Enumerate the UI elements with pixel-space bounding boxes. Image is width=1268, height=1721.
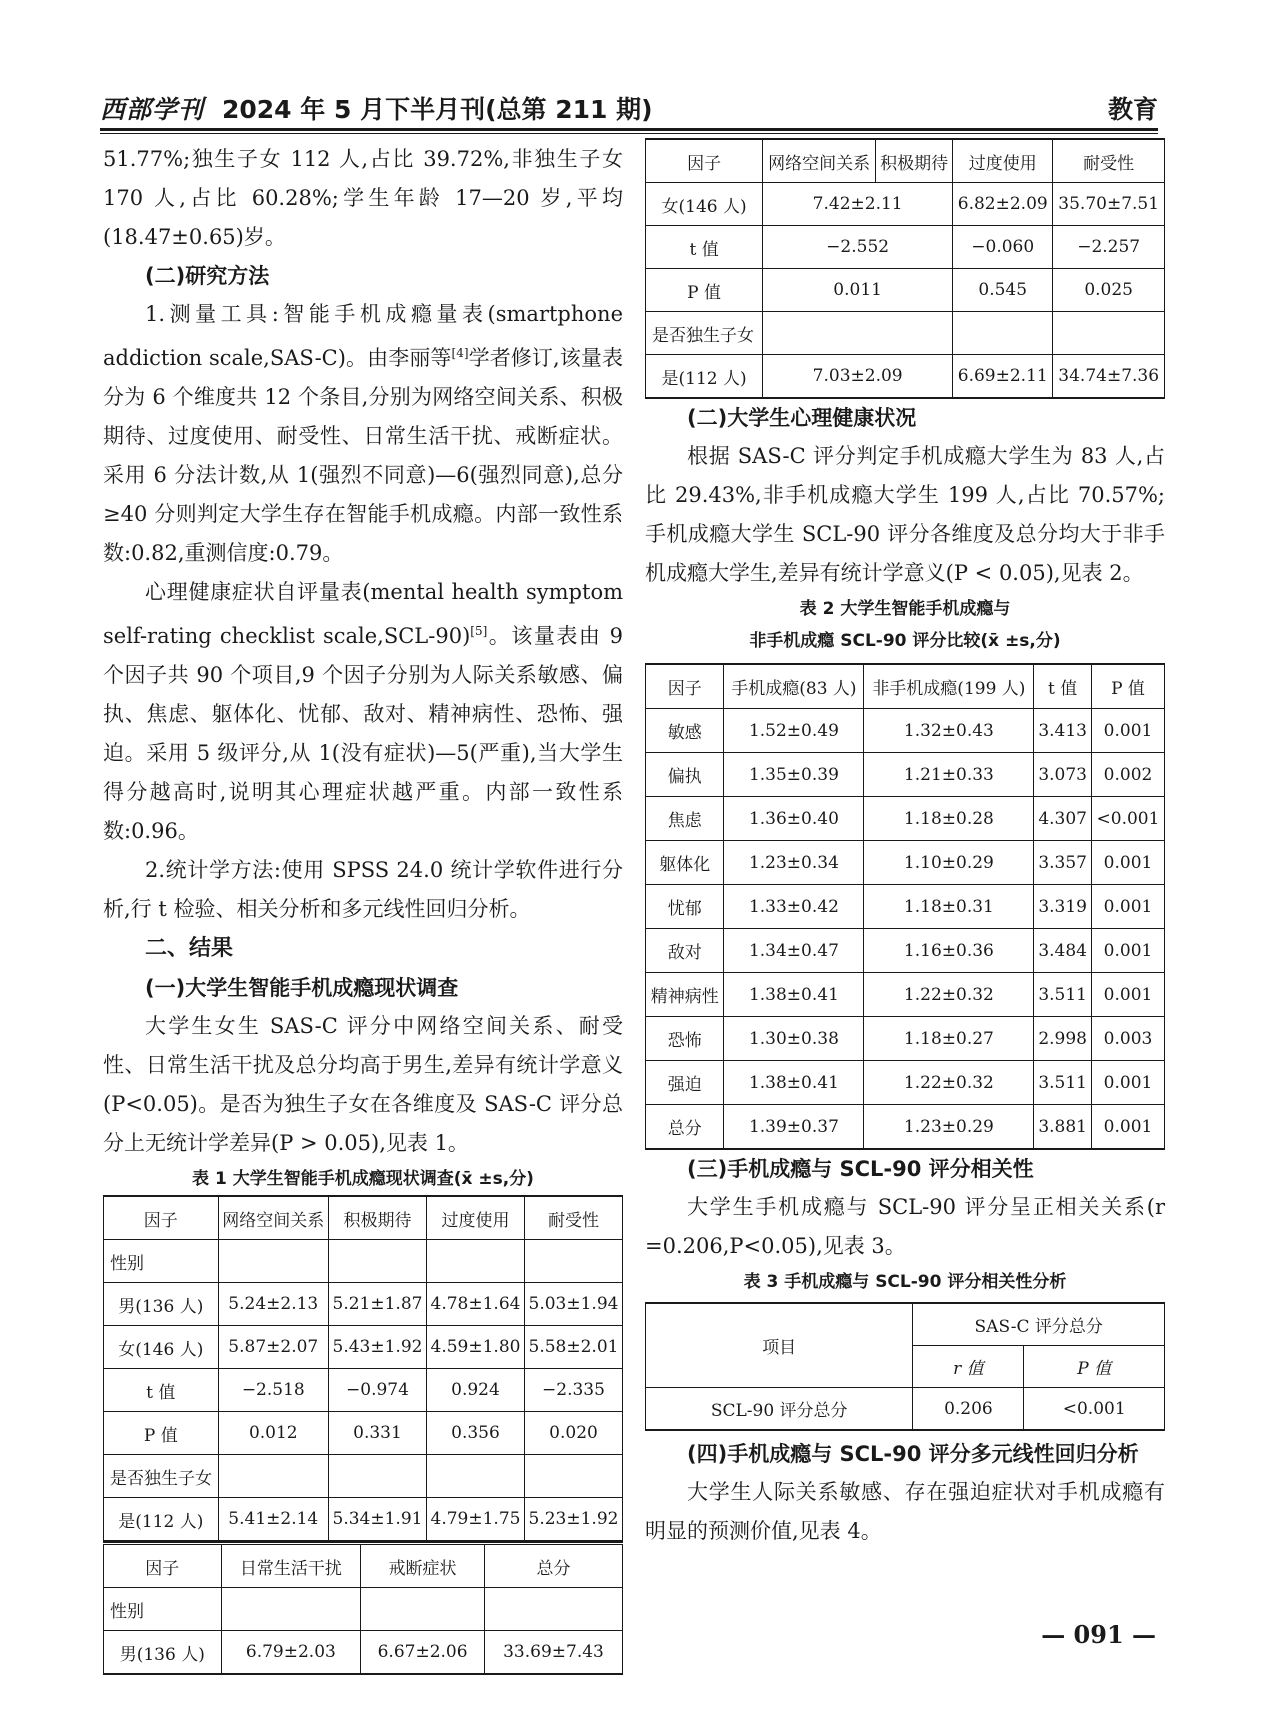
table-cell: 1.33±0.42 [724, 885, 864, 929]
table-header-cell: P 值 [1091, 664, 1164, 709]
table-cell: 偏执 [646, 753, 724, 797]
table-cell [361, 1588, 485, 1631]
table-cell: 1.18±0.31 [864, 885, 1034, 929]
table-cell: 2.998 [1034, 1017, 1092, 1061]
table1 [103, 1195, 623, 1542]
table-header-cell: 网络空间关系 [763, 139, 876, 183]
issue-info: 2024 年 5 月下半月刊(总第 211 期) [222, 95, 653, 124]
table-cell: 焦虑 [646, 797, 724, 841]
table-row [646, 709, 1165, 753]
table-cell: 忧郁 [646, 885, 724, 929]
table-cell: 7.42±2.11 [763, 183, 953, 226]
table-cell: 1.38±0.41 [724, 1061, 864, 1105]
paragraph: 根据 SAS-C 评分判定手机成瘾大学生为 83 人,占比 29.43%,非手机成瘾大学生 199 人,占比 70.57%;手机成瘾大学生 SCL-90 评分各维度及总分均大于非手机成瘾大学生,差异有统计学意义(P < 0.05),见表 2。 [645, 444, 1165, 585]
table-cell: 精神病性 [646, 973, 724, 1017]
table-row [104, 1412, 623, 1455]
table-cell: 1.39±0.37 [724, 1105, 864, 1150]
paragraph: 心理健康症状自评量表(mental health symptom self-rating checklist scale,SCL-90)[5]。该量表由 9 个因子共 90 个项目,9 个因子分别为人际关系敏感、偏执、焦虑、躯体化、忧郁、敌对、精神病性、恐怖、强迫。采用 5 级评分,从 1(没有症状)—5(严重),当大学生得分越高时,说明其心理症状越严重。内部一致性系数:0.96。 [103, 580, 623, 843]
table-cell: −2.518 [218, 1369, 328, 1412]
table-cell: 0.924 [426, 1369, 524, 1412]
table-cell: 1.18±0.27 [864, 1017, 1034, 1061]
table-row [104, 1631, 623, 1675]
table-cell: 0.003 [1091, 1017, 1164, 1061]
table-cell: 1.36±0.40 [724, 797, 864, 841]
table-cell: 6.67±2.06 [361, 1631, 485, 1675]
section-heading: 二、结果 [145, 936, 234, 961]
table-cell: 0.356 [426, 1412, 524, 1455]
table-cell: 1.52±0.49 [724, 709, 864, 753]
journal-logo: 西部学刊 [100, 95, 205, 124]
table-cell: 3.881 [1034, 1105, 1092, 1150]
table-cell: P 值 [1024, 1346, 1165, 1388]
table-cell: 总分 [646, 1105, 724, 1150]
table-cell: SCL-90 评分总分 [646, 1388, 913, 1431]
table-cell: 5.43±1.92 [328, 1326, 426, 1369]
table-row [646, 753, 1165, 797]
table-cell: 4.78±1.64 [426, 1283, 524, 1326]
table-cell: 1.23±0.34 [724, 841, 864, 885]
table-header-cell: 因子 [104, 1544, 222, 1588]
table-cell [218, 1240, 328, 1283]
table-cell: 0.001 [1091, 1061, 1164, 1105]
page-number: — 091 — [1041, 1620, 1156, 1649]
table-row [104, 1369, 623, 1412]
table-cell: 1.30±0.38 [724, 1017, 864, 1061]
table-row [646, 929, 1165, 973]
table-row [646, 797, 1165, 841]
table-cell: 3.511 [1034, 1061, 1092, 1105]
table-cell: 0.206 [913, 1388, 1024, 1431]
table-cell: 35.70±7.51 [1053, 183, 1165, 226]
table-cell: 女(146 人) [646, 183, 763, 226]
table-cell: 男(136 人) [104, 1631, 222, 1675]
page-header [100, 86, 1158, 126]
table-cell: 项目 [646, 1303, 913, 1388]
paragraph: 大学生女生 SAS-C 评分中网络空间关系、耐受性、日常生活干扰及总分均高于男生,差异有统计学意义(P<0.05)。是否为独生子女在各维度及 SAS-C 评分总分上无统计学差异(P > 0.05),见表 1。 [103, 1014, 623, 1155]
subsection-heading: (三)手机成瘾与 SCL-90 评分相关性 [687, 1157, 1034, 1181]
table-header-cell: 日常生活干扰 [221, 1544, 361, 1588]
table-cell [524, 1455, 622, 1498]
table-cell: 0.002 [1091, 753, 1164, 797]
table-cell: 敌对 [646, 929, 724, 973]
right-column [645, 138, 1165, 1551]
table-cell: 性别 [104, 1240, 219, 1283]
table-cell: 0.025 [1053, 269, 1165, 312]
table-cell: 性别 [104, 1588, 222, 1631]
table-cell: 1.10±0.29 [864, 841, 1034, 885]
table-header-cell: 过度使用 [953, 139, 1053, 183]
table-cell: 1.34±0.47 [724, 929, 864, 973]
table-row [646, 269, 1165, 312]
table-cell: −0.974 [328, 1369, 426, 1412]
table-header-cell: 总分 [485, 1544, 623, 1588]
table-cell: 躯体化 [646, 841, 724, 885]
table-row [646, 1105, 1165, 1150]
citation: [5] [470, 624, 488, 638]
table-cell: −2.552 [763, 226, 953, 269]
table-cell: 是否独生子女 [646, 312, 763, 355]
table-cell: 0.001 [1091, 841, 1164, 885]
table-header-cell: 过度使用 [426, 1196, 524, 1240]
table-cell: 4.307 [1034, 797, 1092, 841]
table-cell: 33.69±7.43 [485, 1631, 623, 1675]
header-rule [100, 128, 1158, 131]
table-cell [328, 1240, 426, 1283]
table-cell: 0.012 [218, 1412, 328, 1455]
table-cell: 1.22±0.32 [864, 1061, 1034, 1105]
table-cell: 5.23±1.92 [524, 1498, 622, 1542]
table-cell [485, 1588, 623, 1631]
table-header-cell: 积极期待 [328, 1196, 426, 1240]
table-row [646, 355, 1165, 399]
table-cell [763, 312, 953, 355]
table-cell: t 值 [646, 226, 763, 269]
table-cell: 敏感 [646, 709, 724, 753]
table-cell [953, 312, 1053, 355]
table3 [645, 1302, 1165, 1431]
subsection-heading: (四)手机成瘾与 SCL-90 评分多元线性回归分析 [687, 1442, 1139, 1466]
table-cell: 5.34±1.91 [328, 1498, 426, 1542]
table-cell: t 值 [104, 1369, 219, 1412]
table-cell: 5.58±2.01 [524, 1326, 622, 1369]
table-cell: SAS-C 评分总分 [913, 1303, 1165, 1346]
table-row [646, 973, 1165, 1017]
table-cell: 0.001 [1091, 709, 1164, 753]
table-cell [426, 1455, 524, 1498]
table-cell [1053, 312, 1165, 355]
table-header-cell: 积极期待 [876, 139, 953, 183]
table-header-cell: 因子 [646, 139, 763, 183]
table-cell: 3.073 [1034, 753, 1092, 797]
table-cell: 4.79±1.75 [426, 1498, 524, 1542]
table-cell: 0.001 [1091, 1105, 1164, 1150]
table3-caption: 表 3 手机成瘾与 SCL-90 评分相关性分析 [743, 1272, 1067, 1292]
table-cell: 6.79±2.03 [221, 1631, 361, 1675]
table-cell: 3.511 [1034, 973, 1092, 1017]
table-cell [218, 1455, 328, 1498]
section-heading: (二)研究方法 [145, 264, 270, 288]
table-cell: 1.18±0.28 [864, 797, 1034, 841]
table-cell: 1.23±0.29 [864, 1105, 1034, 1150]
table2-caption-line2: 非手机成瘾 SCL-90 评分比较(x̄ ±s,分) [749, 631, 1061, 651]
table-cell: 0.001 [1091, 973, 1164, 1017]
section-label: 教育 [1107, 95, 1158, 124]
table-header-cell: 因子 [646, 664, 724, 709]
table2 [645, 663, 1165, 1150]
table-row [104, 1498, 623, 1542]
table-cell: 强迫 [646, 1061, 724, 1105]
table-cell: 0.001 [1091, 929, 1164, 973]
table-cell: r 值 [913, 1346, 1024, 1388]
table-cell: 3.413 [1034, 709, 1092, 753]
table-header-cell: 手机成瘾(83 人) [724, 664, 864, 709]
table-cell: 6.69±2.11 [953, 355, 1053, 399]
table-cell: −2.335 [524, 1369, 622, 1412]
table-cell: 0.001 [1091, 885, 1164, 929]
table-row [104, 1326, 623, 1369]
table-cell: 5.41±2.14 [218, 1498, 328, 1542]
table-cell: 0.545 [953, 269, 1053, 312]
table-cell: 5.21±1.87 [328, 1283, 426, 1326]
table-cell: 1.38±0.41 [724, 973, 864, 1017]
table-cell: 0.331 [328, 1412, 426, 1455]
table-cell: 男(136 人) [104, 1283, 219, 1326]
table1-continued [103, 1542, 623, 1675]
table-cell: 1.32±0.43 [864, 709, 1034, 753]
table-cell: 3.319 [1034, 885, 1092, 929]
table-cell [221, 1588, 361, 1631]
table-cell: 0.020 [524, 1412, 622, 1455]
table-row [646, 183, 1165, 226]
table-cell: 1.35±0.39 [724, 753, 864, 797]
table-header-cell: t 值 [1034, 664, 1092, 709]
paragraph: 大学生手机成瘾与 SCL-90 评分呈正相关关系(r =0.206,P<0.05),见表 3。 [645, 1195, 1165, 1258]
paragraph: 2.统计学方法:使用 SPSS 24.0 统计学软件进行分析,行 t 检验、相关分析和多元线性回归分析。 [103, 858, 623, 921]
table-cell [524, 1240, 622, 1283]
table-cell: 5.87±2.07 [218, 1326, 328, 1369]
table1-caption: 表 1 大学生智能手机成瘾现状调查(x̄ ±s,分) [192, 1169, 534, 1189]
table-row [646, 1061, 1165, 1105]
paragraph: 1.测量工具:智能手机成瘾量表(smartphone addiction scale,SAS-C)。由李丽等[4]学者修订,该量表分为 6 个维度共 12 个条目,分别为网络空间关系、积极期待、过度使用、耐受性、日常生活干扰、戒断症状。采用 6 分法计数,从 1(强烈不同意)—6(强烈同意),总分≥40 分则判定大学生存在智能手机成瘾。内部一致性系数:0.82,重测信度:0.79。 [103, 302, 623, 565]
table-cell: <0.001 [1091, 797, 1164, 841]
header-rule-thin [100, 133, 1158, 134]
table-cell: 5.24±2.13 [218, 1283, 328, 1326]
table1-continued-right [645, 138, 1165, 399]
table-cell: 是(112 人) [646, 355, 763, 399]
table-row [104, 1455, 623, 1498]
paragraph: 大学生人际关系敏感、存在强迫症状对手机成瘾有明显的预测价值,见表 4。 [645, 1480, 1165, 1543]
table-cell: 是否独生子女 [104, 1455, 219, 1498]
table-row [646, 885, 1165, 929]
table-row [646, 312, 1165, 355]
table-cell: 4.59±1.80 [426, 1326, 524, 1369]
table-header-cell: 因子 [104, 1196, 219, 1240]
subsection-heading: (一)大学生智能手机成瘾现状调查 [145, 976, 459, 1000]
table-row [104, 1588, 623, 1631]
table-row [646, 1017, 1165, 1061]
table2-caption: 表 2 大学生智能手机成瘾与 [799, 599, 1011, 619]
table-cell: 0.011 [763, 269, 953, 312]
table-cell: 5.03±1.94 [524, 1283, 622, 1326]
table-cell: 3.357 [1034, 841, 1092, 885]
table-header-cell: 耐受性 [524, 1196, 622, 1240]
table-cell: 6.82±2.09 [953, 183, 1053, 226]
table-header-cell: 网络空间关系 [218, 1196, 328, 1240]
paragraph: 51.77%;独生子女 112 人,占比 39.72%,非独生子女 170 人,占比 60.28%;学生年龄 17—20 岁,平均(18.47±0.65)岁。 [103, 147, 623, 249]
table-cell [328, 1455, 426, 1498]
table-row [104, 1283, 623, 1326]
table-cell: P 值 [646, 269, 763, 312]
table-cell: 恐怖 [646, 1017, 724, 1061]
table-header-cell: 耐受性 [1053, 139, 1165, 183]
table-cell: 是(112 人) [104, 1498, 219, 1542]
table-cell: 1.21±0.33 [864, 753, 1034, 797]
table-row [646, 841, 1165, 885]
left-column [103, 140, 623, 1675]
table-cell: 女(146 人) [104, 1326, 219, 1369]
table-cell: −0.060 [953, 226, 1053, 269]
table-header-cell: 非手机成瘾(199 人) [864, 664, 1034, 709]
table-header-cell: 戒断症状 [361, 1544, 485, 1588]
table-cell: 1.22±0.32 [864, 973, 1034, 1017]
table-cell: 3.484 [1034, 929, 1092, 973]
table-cell: −2.257 [1053, 226, 1165, 269]
table-cell: 7.03±2.09 [763, 355, 953, 399]
table-cell [426, 1240, 524, 1283]
subsection-heading: (二)大学生心理健康状况 [687, 406, 917, 430]
table-cell: <0.001 [1024, 1388, 1165, 1431]
table-row [646, 226, 1165, 269]
table-cell: 34.74±7.36 [1053, 355, 1165, 399]
table-cell: P 值 [104, 1412, 219, 1455]
citation: [4] [451, 346, 469, 360]
table-row [104, 1240, 623, 1283]
table-cell: 1.16±0.36 [864, 929, 1034, 973]
